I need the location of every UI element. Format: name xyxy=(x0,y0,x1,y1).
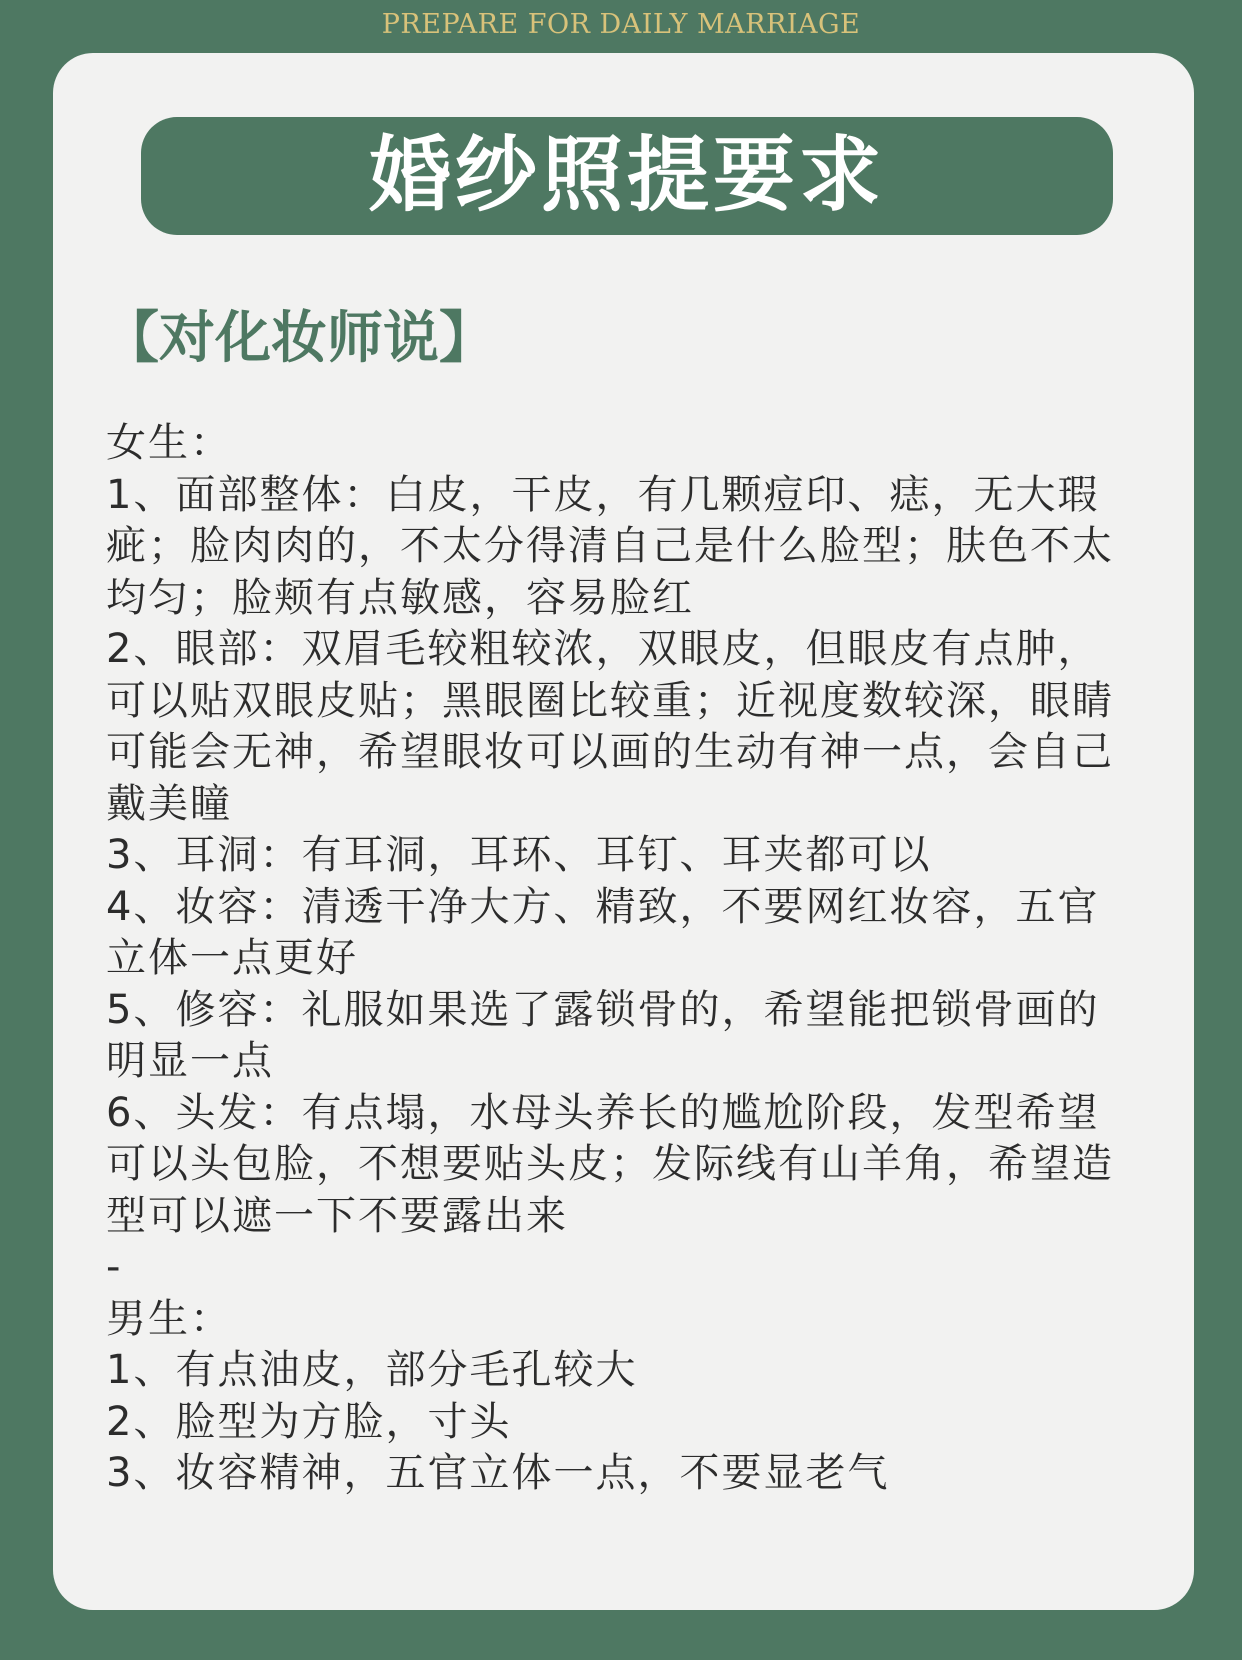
female-item-4: 4、妆容：清透干净大方、精致，不要网红妆容，五官立体一点更好 xyxy=(106,883,1100,981)
male-item-3: 3、妆容精神，五官立体一点，不要显老气 xyxy=(106,1450,890,1496)
separator: - xyxy=(106,1244,123,1290)
female-label: 女生： xyxy=(106,420,232,466)
male-label: 男生： xyxy=(106,1295,232,1342)
female-item-2: 2、眼部：双眉毛较粗较浓，双眼皮，但眼皮有点肿，可以贴双眼皮贴；黑眼圈比较重；近视度数较深，眼睛可能会无神，希望眼妆可以画的生动有神一点，会自己戴美瞳 xyxy=(106,626,1114,827)
page-title: 婚纱照提要求 xyxy=(368,128,885,223)
section-heading: 【对化妆师说】 xyxy=(103,306,495,371)
requirements-text xyxy=(106,418,1136,1500)
male-item-1: 1、有点油皮，部分毛孔较大 xyxy=(106,1347,638,1393)
female-item-6: 6、头发：有点塌，水母头养长的尴尬阶段，发型希望可以头包脸，不想要贴头皮；发际线有山羊角，希望造型可以遮一下不要露出来 xyxy=(106,1089,1114,1239)
male-item-2: 2、脸型为方脸，寸头 xyxy=(106,1398,512,1445)
female-item-3: 3、耳洞：有耳洞，耳环、耳钉、耳夹都可以 xyxy=(106,832,932,878)
title-bar xyxy=(141,117,1113,235)
female-item-1: 1、面部整体：白皮，干皮，有几颗痘印、痣，无大瑕疵；脸肉肉的，不太分得清自己是什么脸型；肤色不太均匀；脸颊有点敏感，容易脸红 xyxy=(106,471,1114,621)
content-card xyxy=(53,53,1194,1610)
female-item-5: 5、修容：礼服如果选了露锁骨的，希望能把锁骨画的明显一点 xyxy=(106,986,1100,1084)
top-banner-text: PREPARE FOR DAILY MARRIAGE xyxy=(381,9,861,40)
